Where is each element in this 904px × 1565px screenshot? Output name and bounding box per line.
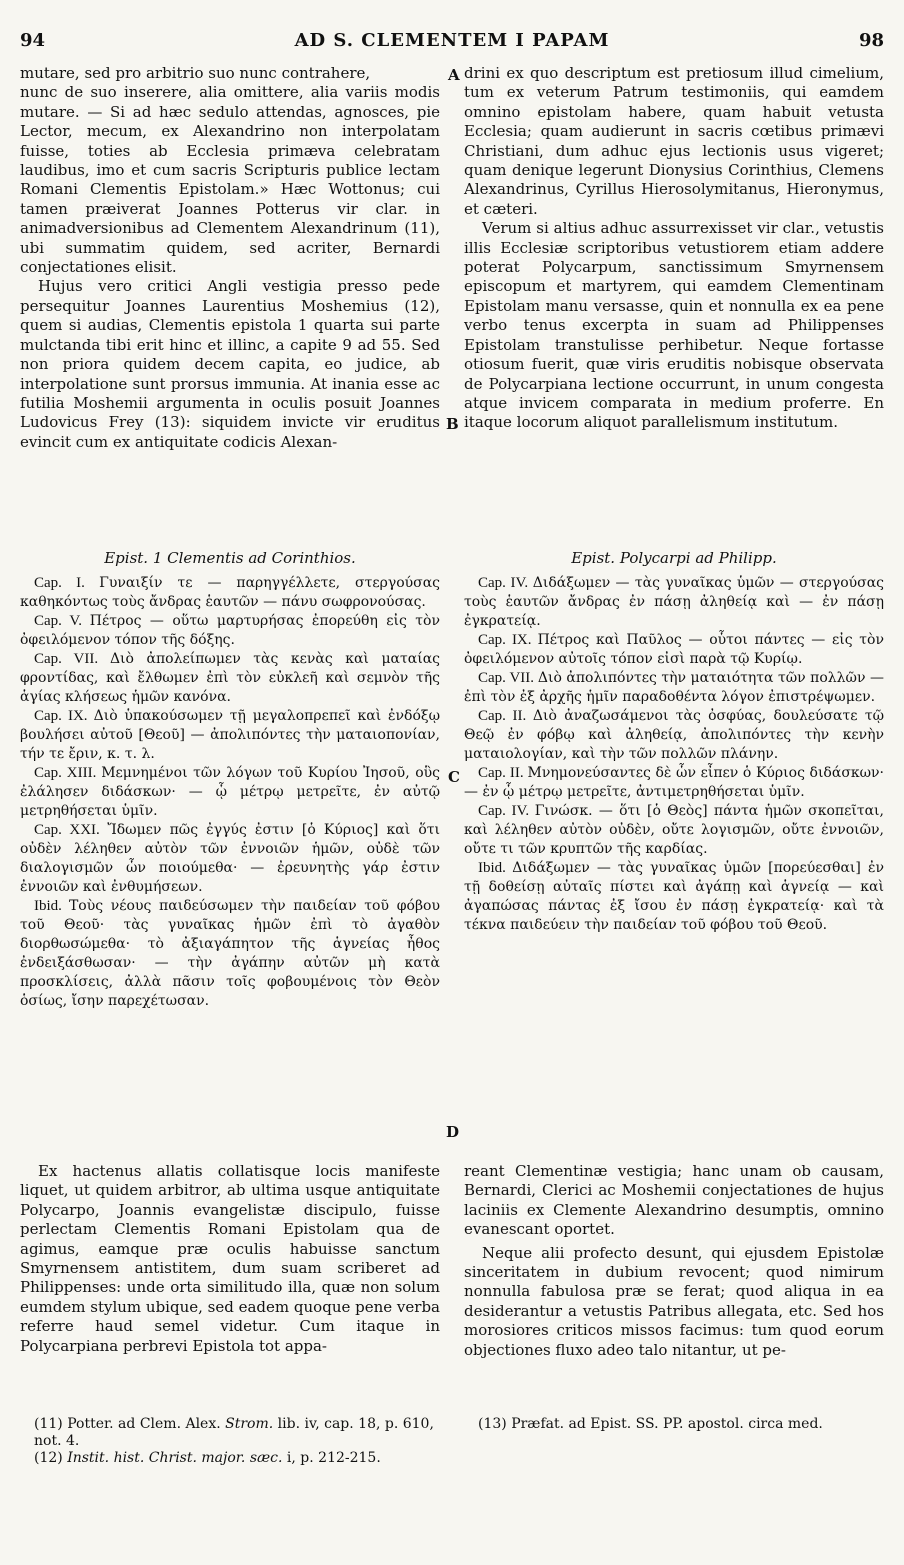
chapter-ref: Cap. IV. — [478, 575, 533, 592]
running-title: AD S. CLEMENTEM I PAPAM — [294, 30, 610, 51]
greek-text: Μεμνημένοι τῶν λόγων τοῦ Κυρίου Ἰησοῦ, οὓς ἐλάλησεν διδάσκων· — ᾧ μέτρῳ μετρεῖτε, ἐν αὐτῷ μετρηθήσεται ὑμῖν. — [20, 765, 440, 820]
footnote-italic: Instit. hist. Christ. major. sæc. — [67, 1450, 283, 1466]
parallel-passage — [20, 650, 440, 707]
greek-text: Διὸ ἀπολιπόντες τὴν ματαιότητα τῶν πολλῶν — ἐπὶ τὸν ἐξ ἀρχῆς ἡμῖν παραδοθέντα λόγον ἐπιστρέψωμεν. — [464, 670, 884, 706]
left-upper-text — [20, 64, 440, 452]
greek-text: Διὸ ἀναζωσάμενοι τὰς ὀσφύας, δουλεύσατε τῷ Θεῷ ἐν φόβῳ καὶ ἀληθείᾳ, ἀπολιπόντες τὴν κενὴν ματαιολογίαν, καὶ τὴν τῶν πολλῶν πλάνην. — [464, 708, 884, 763]
greek-text: Διὸ ἀπολείπωμεν τὰς κενὰς καὶ ματαίας φροντίδας, καὶ ἔλθωμεν ἐπὶ τὸν εὐκλεῆ καὶ σεμνὸν τῆς ἁγίας κλήσεως ἡμῶν κανόνα. — [20, 651, 440, 706]
paragraph: Hujus vero critici Angli vestigia presso pede persequitur Joannes Laurentius Moshemius (12), quem si audias, Clementis epistola 1 quarta sui parte mulctanda tibi erit hinc et illinc, a capite 9 ad 55. Sed non priora quidem decem capita, eo judice, ab interpolatione sunt prorsus immunia. At inania esse ac futilia Moshemii argumenta in oculis posuit Joannes Ludovicus Frey (13): siquidem invicte vir eruditus evincit cum ex antiquitate codicis Alexan- — [20, 277, 440, 451]
chapter-ref: Cap. II. — [478, 708, 533, 725]
parallel-passage — [20, 821, 440, 897]
chapter-ref: Cap. V. — [34, 613, 90, 630]
chapter-ref: Cap. II. — [478, 765, 528, 782]
footnote-text: i, p. 212-215. — [282, 1450, 381, 1466]
parallel-passage — [20, 612, 440, 650]
chapter-ref: Cap. VII. — [478, 670, 538, 687]
paragraph: Ex hactenus allatis collatisque locis manifeste liquet, ut quidem arbitror, ab ultima usque antiquitate Polycarpo, Joannis evangelistæ discipulo, fuisse perlectam Clementis Romani Epistolam qua de agimus, eamque præ oculis habuisse sanctum Smyrnensem antistitem, dum suam scriberet ad Philippenses: unde orta similitudo illa, quæ non solum eumdem stylum ubique, sed eadem quoque pene verba referre haud semel videtur. Cum itaque in Polycarpiana perbrevi Epistola tot appa- — [20, 1162, 440, 1355]
margin-letter-b: B — [446, 415, 459, 433]
footnote — [34, 1416, 440, 1450]
paragraph: mutare, sed pro arbitrio suo nunc contrahere, — [20, 64, 371, 82]
chapter-ref: Cap. VII. — [34, 651, 110, 668]
footnote-text: lib. iv, cap. 18, p. 610, not. 4. — [34, 1416, 434, 1449]
chapter-ref: Cap. I. — [34, 575, 100, 592]
greek-text: Πέτρος — οὕτω μαρτυρήσας ἐπορεύθη εἰς τὸν ὀφειλόμενον τόπον τῆς δόξης. — [20, 613, 440, 649]
parallel-passage — [464, 669, 884, 707]
greek-text: Ἴδωμεν πῶς ἐγγύς ἐστιν [ὁ Κύριος] καὶ ὅτι οὐδὲν λέληθεν αὐτὸν τῶν ἐννοιῶν ἡμῶν, οὐδὲ τῶν διαλογισμῶν ὧν ποιούμεθα· — ἐρευνητὴς γάρ ἐστιν ἐννοιῶν καὶ ἐνθυμήσεων. — [20, 822, 440, 896]
chapter-ref: Cap. XXI. — [34, 822, 108, 839]
page-number-left: 94 — [20, 30, 46, 51]
parallel-passage — [20, 897, 440, 1011]
parallel-passage — [464, 764, 884, 802]
chapter-ref: Cap. XIII. — [34, 765, 102, 782]
greek-text: Τοὺς νέους παιδεύσωμεν τὴν παιδείαν τοῦ φόβου τοῦ Θεοῦ· τὰς γυναῖκας ἡμῶν ἐπὶ τὸ ἀγαθὸν διορθωσώμεθα· τὸ ἀξιαγάπητον τῆς ἁγνείας ἦθος ἐνδειξάσθωσαν· — τὴν ἀγάπην αὐτῶν μὴ κατὰ προσκλίσεις, ἀλλὰ πᾶσιν τοῖς φοβουμένοις τὸν Θεὸν ὁσίως, ἴσην παρεχέτωσαν. — [20, 898, 440, 1010]
footnote-text: (12) — [34, 1450, 68, 1466]
footnote — [34, 1450, 440, 1467]
parallel-passage — [464, 707, 884, 764]
paragraph: Neque alii profecto desunt, qui ejusdem Epistolæ sinceritatem in dubium revocent; quod nimirum nonnulla fabulosa præ se ferat; quod aliqua in ea desiderantur a vetustis Patribus allegata, etc. Sed hos morosiores criticos missos facimus: tum quod eorum objectiones fluxo adeo talo nitantur, ut pe- — [464, 1243, 884, 1359]
footnotes-left — [34, 1416, 440, 1467]
chapter-ref: Ibid. — [478, 860, 513, 877]
margin-letter-d: D — [446, 1123, 460, 1141]
footnote-text: (11) Potter. ad Clem. Alex. — [34, 1416, 226, 1432]
greek-text: Γινώσκ. — ὅτι [ὁ Θεὸς] πάντα ἡμῶν σκοπεῖται, καὶ λέληθεν αὐτὸν οὐδὲν, οὔτε λογισμῶν, οὔτε ἐννοιῶν, οὔτε τι τῶν κρυπτῶν τῆς καρδίας. — [464, 803, 885, 858]
left-greek-column — [20, 549, 440, 1011]
chapter-ref: Cap. IV. — [478, 803, 535, 820]
footnote-text: (13) Præfat. ad Epist. SS. PP. apostol. circa med. — [478, 1416, 823, 1432]
right-upper-text — [464, 64, 884, 433]
paragraph: reant Clementinæ vestigia; hanc unam ob causam, Bernardi, Clerici ac Moshemii conjectationes de hujus laciniis ex Clemente Alexandrino desumptis, omnino evanescant oportet. — [464, 1162, 884, 1239]
chapter-ref: Cap. IX. — [34, 708, 94, 725]
parallel-passage — [464, 631, 884, 669]
parallel-passage — [464, 574, 884, 631]
greek-text: Γυναιξίν τε — παρηγγέλλετε, στεργούσας καθηκόντως τοὺς ἄνδρας ἑαυτῶν — πάνυ σωφρονούσας. — [20, 575, 440, 611]
section-title: Epist. 1 Clementis ad Corinthios. — [104, 549, 356, 567]
footnotes-right — [478, 1416, 884, 1433]
paragraph: drini ex quo descriptum est pretiosum illud cimelium, tum ex veterum Patrum testimoniis, qui eamdem omnino epistolam habere, quam habuit vetusta Ecclesia; quam audierunt in sacris cœtibus primævi Christiani, dum adhuc ejus lectionis usus vigeret; quam denique legerunt Dionysius Corinthius, Clemens Alexandrinus, Cyrillus Hierosolymitanus, Hieronymus, et cæteri. — [464, 64, 884, 218]
greek-text: Πέτρος καὶ Παῦλος — οὗτοι πάντες — εἰς τὸν ὀφειλόμενον αὐτοῖς τόπον εἰσὶ παρὰ τῷ Κυρίῳ. — [464, 632, 884, 668]
right-lower-text — [464, 1162, 884, 1360]
parallel-passage — [20, 764, 440, 821]
greek-text: Διδάξωμεν — τὰς γυναῖκας ὑμῶν [πορεύεσθαι] ἐν τῇ δοθείσῃ αὐταῖς πίστει καὶ ἀγάπῃ καὶ ἁγνείᾳ — καὶ ἀγαπώσας πάντας ἐξ ἴσου ἐν πάσῃ ἐγκρατείᾳ· καὶ τὰ τέκνα παιδεύειν τὴν παιδείαν τοῦ φόβου τοῦ Θεοῦ. — [464, 860, 884, 934]
footnote-italic: Strom. — [225, 1416, 274, 1432]
greek-text: Διδάξωμεν — τὰς γυναῖκας ὑμῶν — στεργούσας τοὺς ἑαυτῶν ἄνδρας ἐν πάσῃ ἀληθείᾳ καὶ — ἐν πάσῃ ἐγκρατείᾳ. — [464, 575, 884, 630]
greek-text: Διὸ ὑπακούσωμεν τῇ μεγαλοπρεπεῖ καὶ ἐνδόξῳ βουλήσει αὐτοῦ [Θεοῦ] — ἀπολιπόντες τὴν ματαιοπονίαν, τήν τε ἔριν, κ. τ. λ. — [20, 708, 440, 763]
margin-letter-c: C — [448, 768, 460, 786]
margin-letter-a: A — [448, 66, 460, 84]
page-number-right: 98 — [858, 30, 884, 51]
left-lower-text — [20, 1162, 440, 1356]
chapter-ref: Ibid. — [34, 898, 69, 915]
parallel-passage — [20, 574, 440, 612]
greek-text: Μνημονεύσαντες δὲ ὧν εἶπεν ὁ Κύριος διδάσκων· — ἐν ᾧ μέτρῳ μετρεῖτε, ἀντιμετρηθήσεται ὑμῖν. — [464, 765, 885, 801]
running-header — [20, 30, 884, 58]
right-greek-column — [464, 549, 884, 935]
paragraph: Verum si altius adhuc assurrexisset vir clar., vetustis illis Ecclesiæ scriptoribus vetustiorem etiam addere poterat Polycarpum, sanctissimum Smyrnensem episcopum et martyrem, qui eamdem Clementinam Epistolam manu versasse, quin et nonnulla ex ea pene verbo tenus excerpta in suam ad Philippenses Epistolam transtulisse perhibetur. Neque fortasse otiosum fuerit, quæ viris eruditis nobisque observata de Polycarpiana lectione occurrunt, in unum congesta atque invicem comparata in medium proferre. En itaque locorum aliquot parallelismum institutum. — [464, 219, 884, 432]
chapter-ref: Cap. IX. — [478, 632, 538, 649]
section-title: Epist. Polycarpi ad Philipp. — [571, 549, 777, 567]
parallel-passage — [464, 859, 884, 935]
parallel-passage — [464, 802, 884, 859]
paragraph: nunc de suo inserere, alia omittere, alia variis modis mutare. — Si ad hæc sedulo attendas, agnosces, pie Lector, mecum, ex Alexandrino non interpolatam fuisse, toties ab Ecclesia primæva celebratam laudibus, imo et cum sacris Scripturis publice lectam Romani Clementis Epistolam.» Hæc Wottonus; cui tamen præiverat Joannes Potterus vir clar. in animadversionibus ad Clementem Alexandrinum (11), ubi summatim quidem, sed acriter, Bernardi conjectationes elisit. — [20, 83, 440, 277]
footnote — [478, 1416, 884, 1433]
parallel-passage — [20, 707, 440, 764]
